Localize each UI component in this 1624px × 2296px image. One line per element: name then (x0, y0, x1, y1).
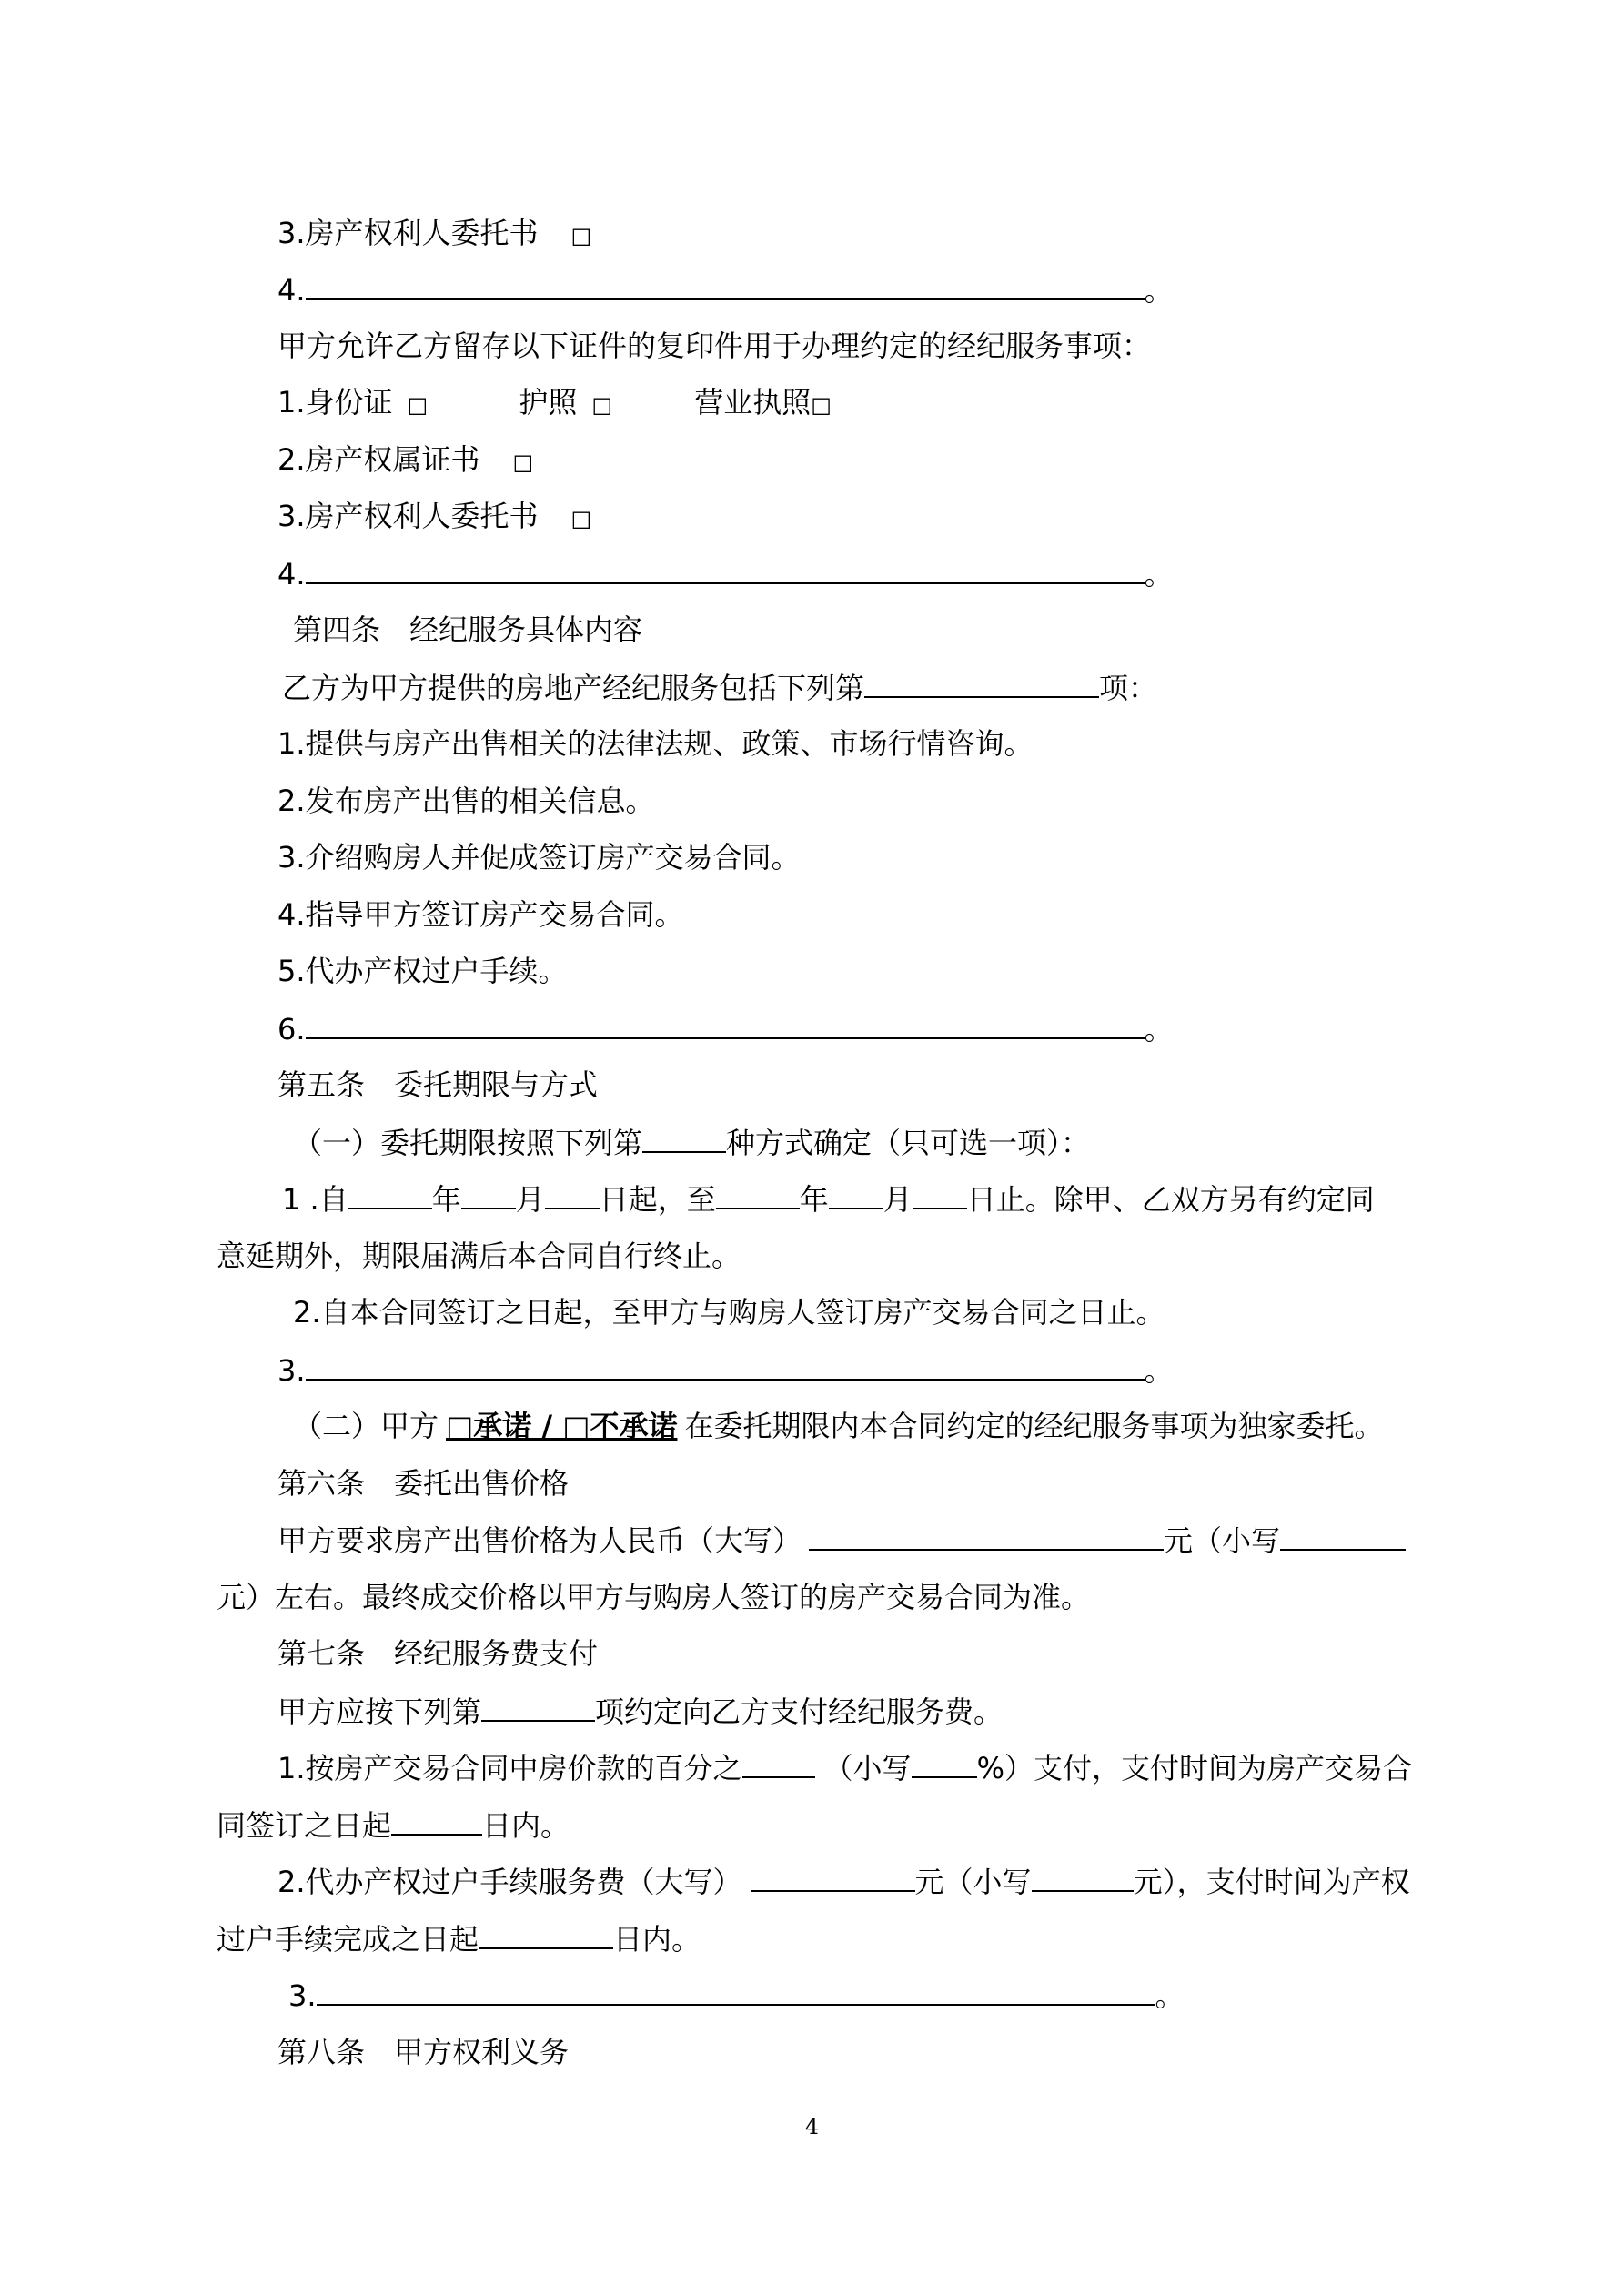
text: 月 (515, 1182, 545, 1217)
item-number: 3. (288, 1978, 317, 2013)
line-item-4-blank-2 (277, 555, 1174, 592)
text: 1.按房产交易合同中房价款的百分之 (277, 1751, 742, 1785)
line-id-options (277, 384, 832, 420)
line-sale-price (277, 1522, 1406, 1558)
text: 项约定向乙方支付经纪服务费。 (595, 1694, 1004, 1729)
blank-field[interactable] (306, 555, 1145, 584)
line-transfer-fee-cont (217, 1920, 701, 1957)
line-sale-price-cont: 元）左右。最终成交价格以甲方与购房人签订的房产交易合同为准。 (217, 1580, 1091, 1614)
days-field[interactable] (479, 1920, 613, 1949)
end-year-field[interactable] (716, 1180, 800, 1209)
price-lowercase-field[interactable] (1280, 1522, 1406, 1551)
line-transfer-fee (277, 1863, 1410, 1899)
business-license-label: 营业执照 (694, 385, 812, 420)
text: 过户手续完成之日起 (217, 1922, 479, 1957)
blank-field[interactable] (306, 271, 1145, 300)
blank-field[interactable] (317, 1977, 1155, 2006)
business-license-checkbox[interactable]: □ (811, 392, 832, 418)
days-field[interactable] (391, 1806, 482, 1836)
fee-lowercase-field[interactable] (1032, 1863, 1134, 1892)
text: 在委托期限内本合同约定的经纪服务事项为独家委托。 (684, 1409, 1384, 1443)
end-day-field[interactable] (913, 1180, 967, 1209)
text: （二）甲方 (293, 1409, 439, 1443)
line-copies-intro: 甲方允许乙方留存以下证件的复印件用于办理约定的经纪服务事项： (277, 329, 1152, 363)
period: 。 (1144, 273, 1174, 308)
checkbox[interactable]: □ (570, 223, 592, 248)
end-month-field[interactable] (829, 1180, 883, 1209)
line-fee-option (277, 1693, 1003, 1729)
start-day-field[interactable] (545, 1180, 600, 1209)
text: 3.房产权利人委托书 (277, 499, 539, 533)
line-fee-percentage-cont (217, 1806, 570, 1843)
id-card-label: 1.身份证 (277, 385, 393, 420)
item-number: 4. (277, 557, 306, 592)
text: 2.房产权属证书 (277, 442, 480, 477)
text: （一）委托期限按照下列第 (293, 1126, 643, 1160)
line-term-dates-cont: 意延期外，期限届满后本合同自行终止。 (217, 1239, 741, 1273)
service-item-6-blank (277, 1010, 1174, 1047)
item-number: 3. (277, 1353, 306, 1388)
heading-article-6: 第六条 委托出售价格 (277, 1466, 570, 1501)
service-item-3: 3.介绍购房人并促成签订房产交易合同。 (277, 840, 801, 875)
passport-label: 护照 (519, 385, 578, 420)
text: 种方式确定（只可选一项）： (726, 1126, 1091, 1160)
period: 。 (1144, 1012, 1174, 1047)
item-number: 4. (277, 273, 306, 308)
text: %）支付，支付时间为房产交易合 (976, 1751, 1412, 1785)
text: 年 (799, 1182, 829, 1217)
text: 元（小写 (914, 1865, 1032, 1899)
line-exclusive-commitment (293, 1408, 1383, 1444)
page-number: 4 (804, 2114, 820, 2139)
percentage-lowercase-field[interactable] (912, 1749, 977, 1778)
text: 项： (1099, 671, 1158, 705)
service-item-4: 4.指导甲方签订房产交易合同。 (277, 897, 684, 932)
blank-field[interactable] (481, 1693, 595, 1722)
line-fee-percentage (277, 1749, 1412, 1785)
line-property-certificate (277, 441, 533, 478)
heading-article-5: 第五条 委托期限与方式 (277, 1067, 599, 1102)
blank-field[interactable] (306, 1010, 1145, 1039)
service-item-2: 2.发布房产出售的相关信息。 (277, 784, 655, 818)
blank-field[interactable] (864, 669, 1099, 698)
percentage-uppercase-field[interactable] (742, 1749, 815, 1778)
id-card-checkbox[interactable]: □ (407, 392, 429, 418)
text: 乙方为甲方提供的房地产经纪服务包括下列第 (282, 671, 865, 705)
line-item-4-blank (277, 271, 1174, 308)
service-item-5: 5.代办产权过户手续。 (277, 954, 568, 988)
text: 日止。除甲、乙双方另有约定同 (966, 1182, 1375, 1217)
heading-article-4: 第四条 经纪服务具体内容 (293, 612, 643, 647)
line-term-option-3-blank (277, 1351, 1174, 1388)
passport-checkbox[interactable]: □ (591, 392, 613, 418)
period: 。 (1144, 557, 1174, 592)
text: 元（小写 (1164, 1523, 1281, 1558)
text: 1 .自 (282, 1182, 348, 1217)
text: 日内。 (482, 1808, 570, 1843)
text: 2.代办产权过户手续服务费（大写） (277, 1865, 742, 1899)
fee-uppercase-field[interactable] (751, 1863, 915, 1892)
blank-field[interactable] (642, 1124, 726, 1153)
period: 。 (1144, 1353, 1174, 1388)
text: 3.房产权利人委托书 (277, 216, 539, 250)
text: 年 (431, 1182, 461, 1217)
text: 日内。 (613, 1922, 701, 1957)
text: 同签订之日起 (217, 1808, 392, 1843)
checkbox[interactable]: □ (570, 506, 592, 531)
start-month-field[interactable] (461, 1180, 516, 1209)
period: 。 (1155, 1978, 1185, 2013)
checkbox[interactable]: □ (512, 450, 534, 475)
line-term-method (293, 1124, 1090, 1160)
text: 甲方应按下列第 (277, 1694, 482, 1729)
line-owner-authorization-2 (277, 498, 591, 534)
line-term-dates (282, 1180, 1375, 1217)
line-owner-authorization (277, 215, 591, 251)
heading-article-7: 第七条 经纪服务费支付 (277, 1636, 599, 1671)
blank-field[interactable] (306, 1351, 1145, 1381)
line-fee-option-3-blank (288, 1977, 1185, 2013)
text: 日起，至 (599, 1182, 716, 1217)
heading-article-8: 第八条 甲方权利义务 (277, 2035, 570, 2069)
line-service-items-intro (282, 669, 1157, 705)
text: 月 (883, 1182, 913, 1217)
line-term-option-2: 2.自本合同签订之日起，至甲方与购房人签订房产交易合同之日止。 (293, 1295, 1165, 1330)
service-item-1: 1.提供与房产出售相关的法律法规、政策、市场行情咨询。 (277, 726, 1034, 761)
text: （小写 (823, 1751, 912, 1785)
text: 甲方要求房产出售价格为人民币（大写） (277, 1523, 802, 1558)
start-year-field[interactable] (348, 1180, 432, 1209)
text: 元），支付时间为产权 (1133, 1865, 1410, 1899)
price-uppercase-field[interactable] (809, 1522, 1164, 1551)
commitment-choice[interactable]: □承诺 / □不承诺 (446, 1409, 678, 1443)
item-number: 6. (277, 1012, 306, 1047)
